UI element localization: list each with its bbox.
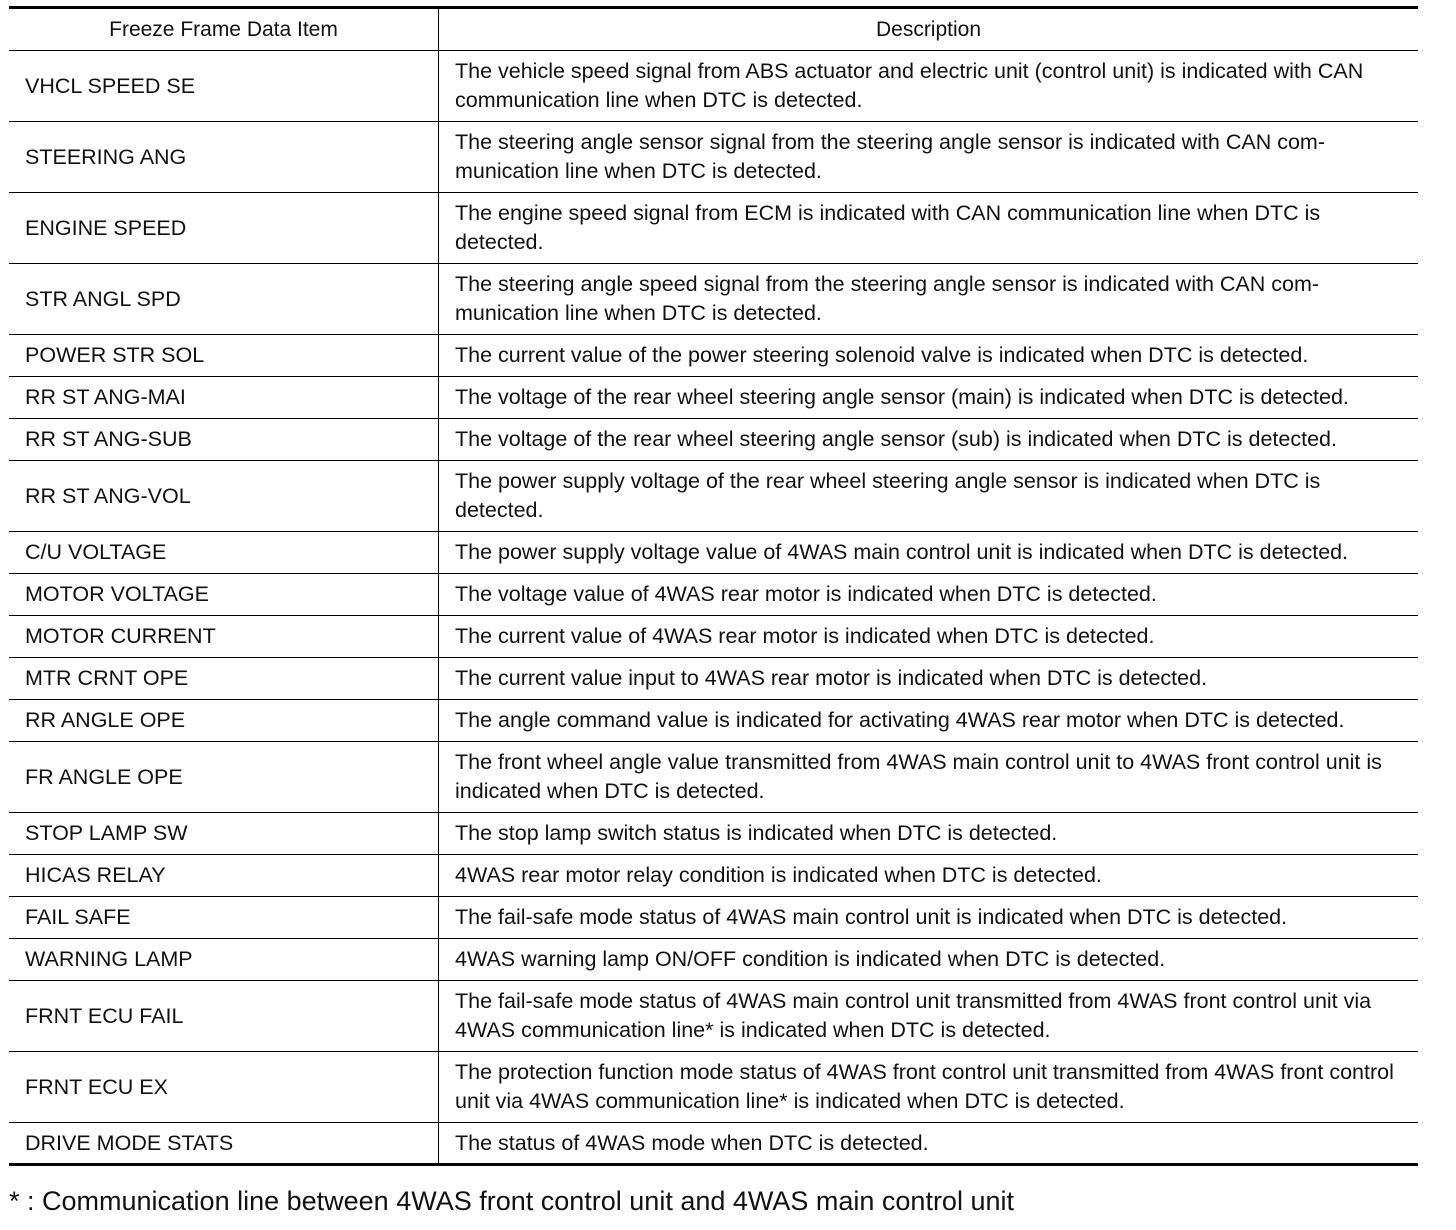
description-cell: The fail-safe mode status of 4WAS main control unit is indicated when DTC is detected.	[439, 897, 1419, 939]
item-cell: ENGINE SPEED	[9, 193, 439, 264]
description-cell: The engine speed signal from ECM is indicated with CAN communication line when DTC is detected.	[439, 193, 1419, 264]
table-row	[9, 51, 1418, 122]
table-row	[9, 813, 1418, 855]
description-cell: The status of 4WAS mode when DTC is detected.	[439, 1123, 1419, 1165]
item-cell: STR ANGL SPD	[9, 264, 439, 335]
table-row	[9, 193, 1418, 264]
item-cell: FR ANGLE OPE	[9, 742, 439, 813]
item-cell: DRIVE MODE STATS	[9, 1123, 439, 1165]
description-cell: The current value of 4WAS rear motor is indicated when DTC is detected.	[439, 616, 1419, 658]
item-cell: STEERING ANG	[9, 122, 439, 193]
item-cell: FRNT ECU EX	[9, 1052, 439, 1123]
column-header-item: Freeze Frame Data Item	[9, 8, 439, 51]
table-row	[9, 122, 1418, 193]
table-row	[9, 532, 1418, 574]
table-row	[9, 461, 1418, 532]
description-cell: The steering angle speed signal from the steering angle sensor is indicated with CAN com-munication line when DTC is detected.	[439, 264, 1419, 335]
column-header-description: Description	[439, 8, 1419, 51]
description-cell: The steering angle sensor signal from the steering angle sensor is indicated with CAN com-munication line when DTC is detected.	[439, 122, 1419, 193]
table-row	[9, 616, 1418, 658]
table-row	[9, 855, 1418, 897]
table-row	[9, 897, 1418, 939]
item-cell: HICAS RELAY	[9, 855, 439, 897]
item-cell: FAIL SAFE	[9, 897, 439, 939]
description-cell: The angle command value is indicated for activating 4WAS rear motor when DTC is detected.	[439, 700, 1419, 742]
table-row	[9, 981, 1418, 1052]
item-cell: VHCL SPEED SE	[9, 51, 439, 122]
freeze-frame-table-container	[9, 6, 1418, 1166]
table-row	[9, 1123, 1418, 1165]
description-cell: The voltage value of 4WAS rear motor is indicated when DTC is detected.	[439, 574, 1419, 616]
table-row	[9, 700, 1418, 742]
footnote: * : Communication line between 4WAS front control unit and 4WAS main control unit	[9, 1186, 1014, 1216]
item-cell: POWER STR SOL	[9, 335, 439, 377]
table-body	[9, 51, 1418, 1165]
table-row	[9, 574, 1418, 616]
table-row	[9, 377, 1418, 419]
item-cell: RR ST ANG-VOL	[9, 461, 439, 532]
description-cell: 4WAS rear motor relay condition is indicated when DTC is detected.	[439, 855, 1419, 897]
item-cell: C/U VOLTAGE	[9, 532, 439, 574]
table-row	[9, 742, 1418, 813]
freeze-frame-table	[9, 6, 1418, 1166]
table-row	[9, 335, 1418, 377]
item-cell: MTR CRNT OPE	[9, 658, 439, 700]
item-cell: FRNT ECU FAIL	[9, 981, 439, 1052]
description-cell: The power supply voltage of the rear wheel steering angle sensor is indicated when DTC is detected.	[439, 461, 1419, 532]
item-cell: MOTOR CURRENT	[9, 616, 439, 658]
description-cell: The protection function mode status of 4WAS front control unit transmitted from 4WAS front control unit via 4WAS communication line* is indicated when DTC is detected.	[439, 1052, 1419, 1123]
description-cell: The vehicle speed signal from ABS actuator and electric unit (control unit) is indicated with CAN communication line when DTC is detected.	[439, 51, 1419, 122]
table-row	[9, 1052, 1418, 1123]
item-cell: STOP LAMP SW	[9, 813, 439, 855]
table-row	[9, 658, 1418, 700]
description-cell: The current value input to 4WAS rear motor is indicated when DTC is detected.	[439, 658, 1419, 700]
item-cell: WARNING LAMP	[9, 939, 439, 981]
item-cell: MOTOR VOLTAGE	[9, 574, 439, 616]
table-row	[9, 264, 1418, 335]
table-row	[9, 939, 1418, 981]
description-cell: The stop lamp switch status is indicated when DTC is detected.	[439, 813, 1419, 855]
description-cell: The power supply voltage value of 4WAS main control unit is indicated when DTC is detected.	[439, 532, 1419, 574]
table-row	[9, 419, 1418, 461]
description-cell: 4WAS warning lamp ON/OFF condition is indicated when DTC is detected.	[439, 939, 1419, 981]
description-cell: The fail-safe mode status of 4WAS main control unit transmitted from 4WAS front control unit via 4WAS communication line* is indicated when DTC is detected.	[439, 981, 1419, 1052]
description-cell: The front wheel angle value transmitted from 4WAS main control unit to 4WAS front control unit is indicated when DTC is detected.	[439, 742, 1419, 813]
item-cell: RR ST ANG-SUB	[9, 419, 439, 461]
table-header-row	[9, 8, 1418, 51]
item-cell: RR ANGLE OPE	[9, 700, 439, 742]
description-cell: The voltage of the rear wheel steering angle sensor (main) is indicated when DTC is detected.	[439, 377, 1419, 419]
description-cell: The current value of the power steering solenoid valve is indicated when DTC is detected.	[439, 335, 1419, 377]
description-cell: The voltage of the rear wheel steering angle sensor (sub) is indicated when DTC is detected.	[439, 419, 1419, 461]
item-cell: RR ST ANG-MAI	[9, 377, 439, 419]
